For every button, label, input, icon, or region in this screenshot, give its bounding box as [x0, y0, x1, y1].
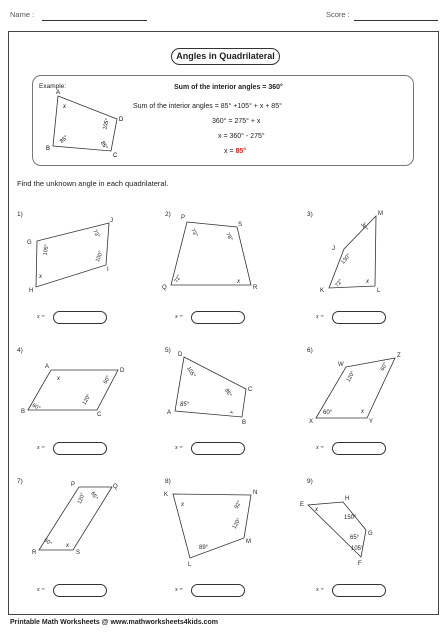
vertex-label: Q: [162, 285, 167, 291]
angle-label: x: [237, 279, 240, 285]
example-angle: x: [63, 104, 66, 110]
angle-label: 73°: [91, 228, 101, 240]
vertex-label: R: [32, 550, 37, 556]
angle-label: 60°: [30, 402, 42, 412]
vertex-label: C: [248, 387, 253, 393]
vertex-label: F: [358, 561, 362, 567]
answer-label: x =: [316, 587, 325, 593]
vertex-label: Z: [397, 353, 401, 359]
problem-number: 5): [165, 347, 171, 354]
vertex-label: H: [345, 496, 350, 502]
footer-brand: [10, 619, 218, 626]
vertex-label: N: [253, 490, 258, 496]
angle-label: x: [39, 274, 42, 280]
angle-label: 150°: [344, 515, 357, 521]
quadrilateral-3: [329, 216, 376, 288]
example-vertex: B: [46, 146, 51, 152]
vertex-label: G: [27, 240, 32, 246]
angle-label: 130°: [340, 252, 353, 266]
vertex-label: I: [107, 267, 109, 273]
vertex-label: G: [368, 531, 373, 537]
example-line-1: Sum of the interior angles = 85° +105° + x + 85°: [133, 103, 282, 110]
answer-label: x =: [175, 314, 184, 320]
answer-label: x =: [316, 314, 325, 320]
quadrilateral-2: [171, 222, 251, 285]
example-angle: 85°: [99, 140, 109, 151]
angle-label: 73°: [189, 227, 199, 239]
vertex-label: J: [332, 246, 335, 252]
vertex-label: Q: [113, 484, 118, 490]
example-answer: 85°: [235, 148, 247, 155]
worksheet-title: Angles in Quadrilateral: [171, 48, 280, 65]
vertex-label: H: [29, 288, 34, 294]
vertex-label: S: [76, 550, 81, 556]
problem-number: 6): [307, 347, 313, 354]
angle-label: 120°: [345, 370, 357, 384]
footer-url[interactable]: www.mathworksheets4kids.com: [110, 619, 218, 626]
vertex-label: A: [45, 364, 50, 370]
quadrilateral-4: [28, 370, 118, 410]
quadrilateral-5: [175, 357, 246, 417]
problem-number: 9): [307, 478, 313, 485]
score-label: Score :: [326, 10, 350, 19]
angle-label: 105°: [42, 243, 51, 256]
vertex-label: P: [71, 482, 76, 488]
problem-number: 8): [165, 478, 171, 485]
problem-number: 7): [17, 478, 23, 485]
answer-label: x =: [175, 445, 184, 451]
vertex-label: K: [164, 492, 169, 498]
vertex-label: D: [120, 368, 125, 374]
vertex-label: E: [300, 502, 305, 508]
vertex-label: X: [309, 419, 314, 425]
vertex-label: M: [378, 211, 383, 217]
answer-box-3[interactable]: [332, 311, 386, 324]
angle-label: 60°: [42, 537, 53, 548]
angle-label: 120°: [81, 393, 93, 407]
vertex-label: B: [242, 420, 247, 426]
angle-label: 60°: [102, 374, 112, 386]
angle-label: 105°: [351, 546, 364, 552]
answer-label: x =: [175, 587, 184, 593]
angle-label: x: [366, 279, 369, 285]
answer-box-8[interactable]: [191, 584, 245, 597]
answer-label: x =: [37, 314, 46, 320]
vertex-label: K: [320, 288, 325, 294]
angle-label: x: [66, 543, 69, 549]
vertex-label: M: [246, 539, 251, 545]
angle-label: 72°: [173, 273, 183, 285]
problem-number: 1): [17, 211, 23, 218]
angle-label: 65°: [89, 490, 99, 502]
angle-label: 86°: [223, 387, 233, 399]
example-vertex: D: [119, 117, 124, 123]
vertex-label: D: [178, 352, 183, 358]
answer-label: x =: [316, 445, 325, 451]
vertex-label: W: [338, 362, 344, 368]
vertex-label: R: [253, 285, 258, 291]
example-line-2: 360° = 275° + x: [212, 118, 261, 125]
vertex-label: J: [110, 218, 113, 224]
example-line-4-prefix: x =: [224, 148, 236, 155]
angle-label: x: [57, 376, 60, 382]
angle-label: 105°: [185, 365, 197, 379]
problem-number: 2): [165, 211, 171, 218]
angle-label: 72°: [334, 278, 345, 289]
angle-label: 85°: [180, 402, 190, 408]
vertex-label: A: [167, 410, 172, 416]
answer-box-5[interactable]: [191, 442, 245, 455]
vertex-label: S: [238, 222, 243, 228]
angle-label: x: [181, 502, 184, 508]
problem-number: 4): [17, 347, 23, 354]
answer-label: x =: [37, 587, 46, 593]
example-rule: Sum of the interior angles = 360°: [174, 84, 283, 91]
example-angle: 105°: [102, 117, 111, 131]
angle-label: x: [315, 507, 318, 513]
instruction-text: Find the unknown angle in each quadrilateral.: [17, 179, 169, 188]
answer-box-2[interactable]: [191, 311, 245, 324]
vertex-label: P: [181, 215, 186, 221]
answer-box-6[interactable]: [332, 442, 386, 455]
angle-label: 92°: [233, 499, 243, 511]
vertex-label: Y: [369, 419, 374, 425]
answer-box-9[interactable]: [332, 584, 386, 597]
example-vertex: C: [113, 153, 118, 159]
example-line-3: x = 360° - 275°: [218, 133, 265, 140]
angle-label: 78°: [224, 231, 234, 243]
problem-number: 3): [307, 211, 313, 218]
example-label: Example:: [39, 83, 67, 90]
angle-label: 60°: [323, 410, 333, 416]
vertex-label: C: [97, 412, 102, 418]
name-label: Name :: [10, 10, 35, 19]
example-vertex: A: [56, 90, 61, 96]
example-angle: 85°: [59, 134, 70, 145]
angle-label: 38°: [359, 221, 369, 233]
vertex-label: L: [377, 288, 381, 294]
angle-label: 120°: [231, 517, 243, 531]
vertex-label: L: [188, 562, 192, 568]
angle-label: 120°: [76, 492, 87, 505]
angle-label: 89°: [199, 545, 209, 551]
answer-box-1[interactable]: [53, 311, 107, 324]
vertex-label: B: [21, 409, 26, 415]
answer-label: x =: [37, 445, 46, 451]
answer-box-7[interactable]: [53, 584, 107, 597]
footer-brand-text: Printable Math Worksheets @: [10, 619, 111, 626]
angle-label: x: [228, 409, 236, 416]
angle-label: x: [361, 409, 364, 415]
angle-label: 100°: [94, 250, 105, 263]
answer-box-4[interactable]: [53, 442, 107, 455]
angle-label: 65°: [350, 535, 360, 541]
angle-label: 60°: [379, 361, 389, 373]
